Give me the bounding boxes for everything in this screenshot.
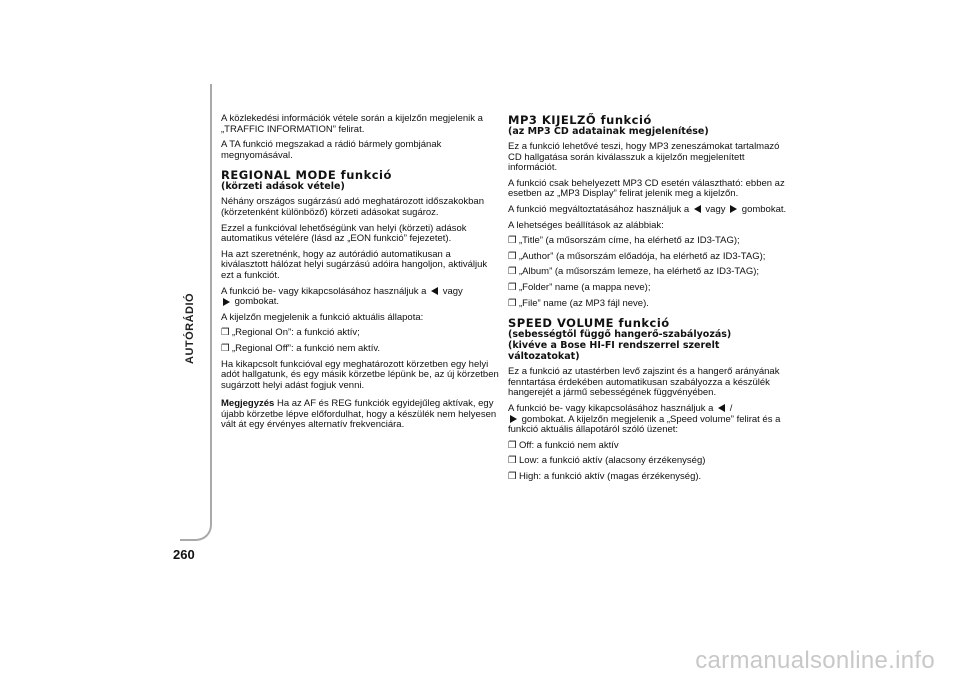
right-arrow-icon — [223, 298, 230, 306]
checkbox-bullet-icon: ❒ — [508, 455, 517, 467]
paragraph: A közlekedési információk vétele során a kijelzőn megjelenik a „TRAFFIC INFORMATION” felirat. — [221, 113, 483, 135]
text-span: vagy — [442, 285, 463, 297]
speed-volume-subheading-2: (kivéve a Bose HI-FI rendszerrel szerelt változatokat) — [508, 340, 720, 363]
paragraph: A TA funkció megszakad a rádió bármely gombjának megnyomásával. — [221, 139, 442, 161]
paragraph — [508, 205, 790, 216]
list-item-text: „Album” (a műsorszám lemeze, ha elérhető az ID3-TAG); — [519, 266, 760, 278]
list-item-text: „Regional On”: a funkció aktív; — [232, 327, 360, 339]
page-number: 260 — [173, 547, 195, 562]
regional-mode-subheading: (körzeti adások vétele) — [221, 181, 345, 193]
checkbox-bullet-icon: ❒ — [508, 439, 517, 451]
list-item — [508, 472, 790, 483]
note-label: Megjegyzés — [221, 398, 275, 410]
list-item-text: „Regional Off”: a funkció nem aktív. — [232, 342, 381, 354]
checkbox-bullet-icon: ❒ — [221, 342, 230, 354]
speed-volume-heading: SPEED VOLUME funkció — [508, 316, 670, 331]
checkbox-bullet-icon: ❒ — [508, 297, 517, 309]
note-text: Ha az AF és REG funkciók egyidejűleg aktívak, egy újabb körzetbe lépve előfordulhat, hogy a készülék nem helyesen vált át egy érvényes alternatív frekvenciára. — [221, 398, 497, 431]
paragraph: Ez a funkció lehetővé teszi, hogy MP3 zeneszámokat tartalmazó CD hallgatása során kiválasszuk a kijelzőn megjelenített információt. — [508, 141, 780, 174]
text-span: gombokat. — [741, 203, 787, 215]
list-item-text: „Author” (a műsorszám előadója, ha elérhető az ID3-TAG); — [519, 250, 766, 262]
text-span: / — [729, 402, 733, 414]
text-span: A funkció be- vagy kikapcsolásához használjuk a — [508, 402, 714, 414]
section-side-label: AUTÓRÁDIÓ — [184, 292, 196, 364]
paragraph: A funkció csak behelyezett MP3 CD esetén választható: ebben az esetben az „MP3 Display” felirat jelenik meg a kijelzőn. — [508, 177, 785, 200]
text-span: vagy — [705, 203, 726, 215]
list-item — [508, 236, 790, 247]
list-item-text: Low: a funkció aktív (alacsony érzékenység) — [519, 455, 706, 467]
mp3-display-heading: MP3 KIJELZŐ funkció — [508, 113, 652, 127]
note-paragraph — [221, 399, 499, 431]
right-arrow-icon — [510, 415, 517, 423]
watermark: carmanualsonline.info — [695, 647, 935, 674]
text-span: A funkció megváltoztatásához használjuk a — [508, 203, 690, 215]
paragraph — [508, 404, 790, 436]
list-item-text: „Title” (a műsorszám címe, ha elérhető az ID3-TAG); — [519, 235, 740, 247]
list-item — [508, 252, 790, 263]
list-item-text: „File” name (az MP3 fájl neve). — [519, 297, 649, 309]
left-arrow-icon — [694, 205, 701, 213]
mp3-display-subheading: (az MP3 CD adatainak megjelenítése) — [508, 126, 709, 137]
list-item-text: High: a funkció aktív (magas érzékenység). — [519, 470, 702, 482]
paragraph: Ha azt szeretnénk, hogy az autórádió automatikusan a kiválasztott hálózat helyi sugárzású adóira hangoljon, aktiváljuk ezt a funkciót. — [221, 248, 488, 281]
list-item — [221, 344, 499, 355]
regional-mode-heading: REGIONAL MODE funkció — [221, 168, 392, 183]
text-span: A funkció be- vagy kikapcsolásához használjuk a — [221, 285, 427, 297]
list-item — [221, 328, 499, 339]
right-arrow-icon — [730, 205, 737, 213]
right-column — [508, 114, 790, 487]
list-item-text: Off: a funkció nem aktív — [519, 439, 619, 451]
checkbox-bullet-icon: ❒ — [508, 250, 517, 262]
paragraph: Ez a funkció az utastérben levő zajszint és a hangerő arányának fenntartása érdekében automatikusan szabályozza a készülék hangerejét a jármű sebességének függvényében. — [508, 366, 780, 399]
left-arrow-icon — [431, 287, 438, 295]
checkbox-bullet-icon: ❒ — [508, 266, 517, 278]
left-column — [221, 114, 499, 436]
left-arrow-icon — [718, 404, 725, 412]
list-item — [508, 441, 790, 452]
checkbox-bullet-icon: ❒ — [508, 470, 517, 482]
list-item-text: „Folder” name (a mappa neve); — [519, 281, 651, 293]
paragraph: A kijelzőn megjelenik a funkció aktuális állapota: — [221, 311, 424, 323]
paragraph: Ha kikapcsolt funkcióval egy meghatározott körzetben egy helyi adót hallgatunk, és egy másik körzetbe lépünk be, az új körzetben sugárzott helyi adást fogjuk venni. — [221, 358, 499, 391]
text-span: gombokat. — [234, 296, 280, 308]
paragraph: A lehetséges beállítások az alábbiak: — [508, 219, 664, 231]
paragraph: Néhány országos sugárzású adó meghatározott időszakokban (körzetenként különböző) körzeti adásokat sugároz. — [221, 196, 484, 218]
text-span: gombokat. A kijelzőn megjelenik a „Speed volume” felirat és a funkció aktuális állapotáról szóló üzenet: — [508, 413, 781, 436]
list-item — [508, 283, 790, 294]
list-item — [508, 267, 790, 278]
paragraph: Ezzel a funkcióval lehetőségünk van helyi (körzeti) adások automatikus vételére (lásd az „EON funkció” fejezetet). — [221, 222, 467, 245]
checkbox-bullet-icon: ❒ — [221, 327, 230, 339]
paragraph — [221, 287, 499, 308]
list-item — [508, 456, 790, 467]
list-item — [508, 299, 790, 310]
checkbox-bullet-icon: ❒ — [508, 281, 517, 293]
speed-volume-subheading: (sebességtől függő hangerő-szabályozás) — [508, 329, 732, 341]
checkbox-bullet-icon: ❒ — [508, 235, 517, 247]
